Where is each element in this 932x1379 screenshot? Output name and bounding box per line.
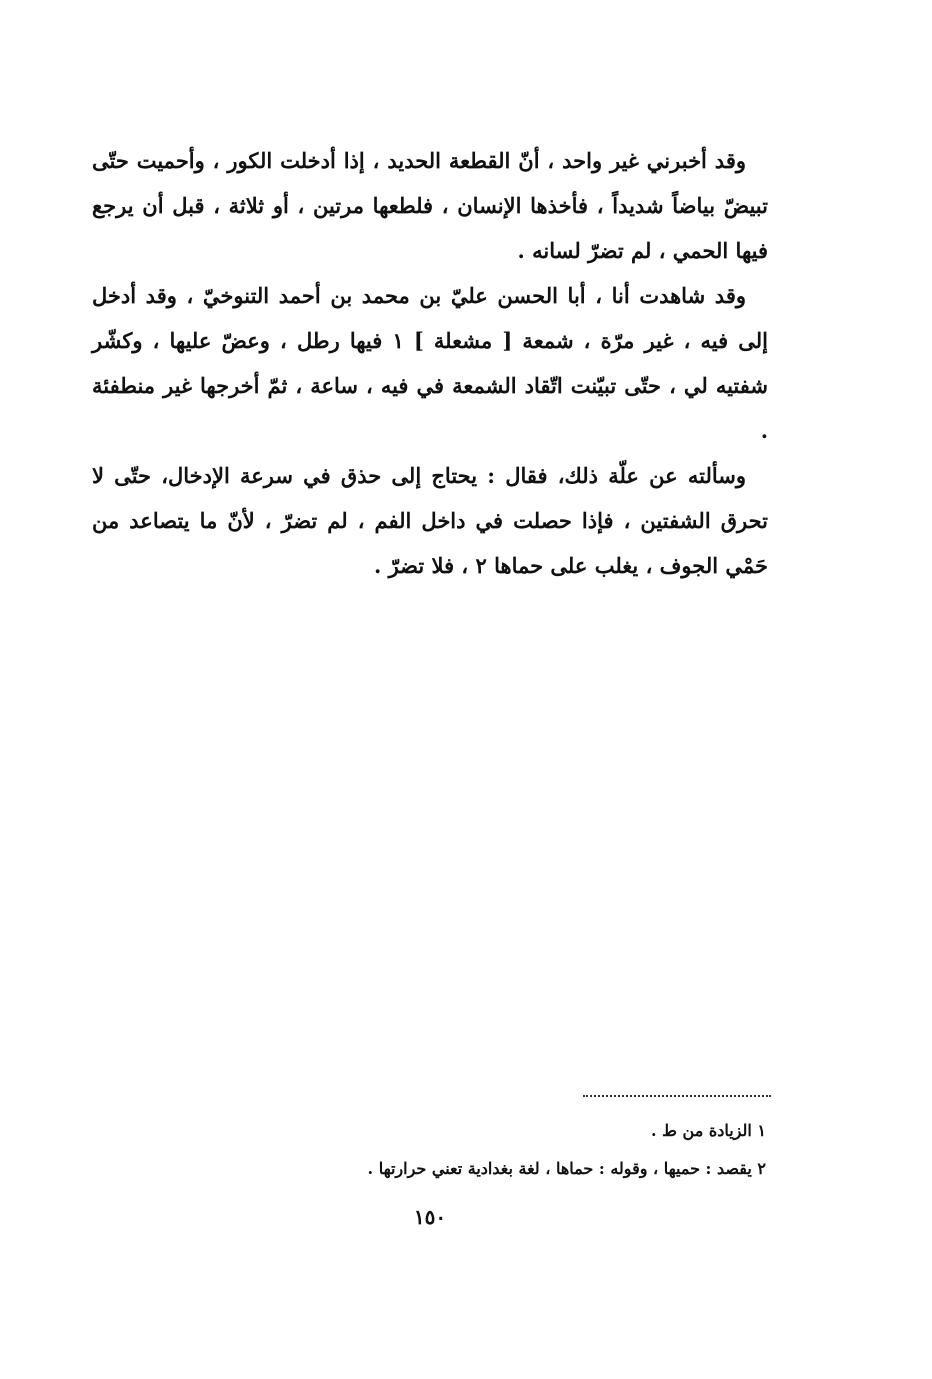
footnote-divider — [583, 1095, 771, 1097]
paragraph-1: وقد أخبرني غير واحد ، أنّ القطعة الحديد ، إذا أدخلت الكور ، وأحميت حتّى تبيضّ بياضاً شديداً ، فأخذها الإنسان ، فلطعها مرتين ، أو ثلاثة ، قبل أن يرجع فيها الحمي ، لم تضرّ لسانه . — [92, 148, 768, 263]
footnotes — [250, 1112, 766, 1188]
paragraph-3: وسألته عن علّة ذلك، فقال : يحتاج إلى حذق في سرعة الإدخال، حتّى لا تحرق الشفتين ، فإذا حصلت في داخل الفم ، لم تضرّ ، لأنّ ما يتصاعد من حَمْي الجوف ، يغلب على حماها ٢ ، فلا تضرّ . — [92, 463, 768, 578]
footnote-2: ٢ يقصد : حميها ، وقوله : حماها ، لغة بغدادية تعني حرارتها . — [367, 1159, 766, 1178]
page-number: ١٥٠ — [413, 1205, 447, 1229]
main-text — [92, 138, 768, 588]
paragraph-2: وقد شاهدت أنا ، أبا الحسن عليّ بن محمد بن أحمد التنوخيّ ، وقد أدخل إلى فيه ، غير مرّة ، شمعة [ مشعلة ] ١ فيها رطل ، وعضّ عليها ، وكشّر شفتيه لي ، حتّى تبيّنت اتّقاد الشمعة في فيه ، ساعة ، ثمّ أخرجها غير منطفئة . — [92, 283, 769, 443]
footnote-1: ١ الزيادة من ط . — [651, 1121, 766, 1140]
